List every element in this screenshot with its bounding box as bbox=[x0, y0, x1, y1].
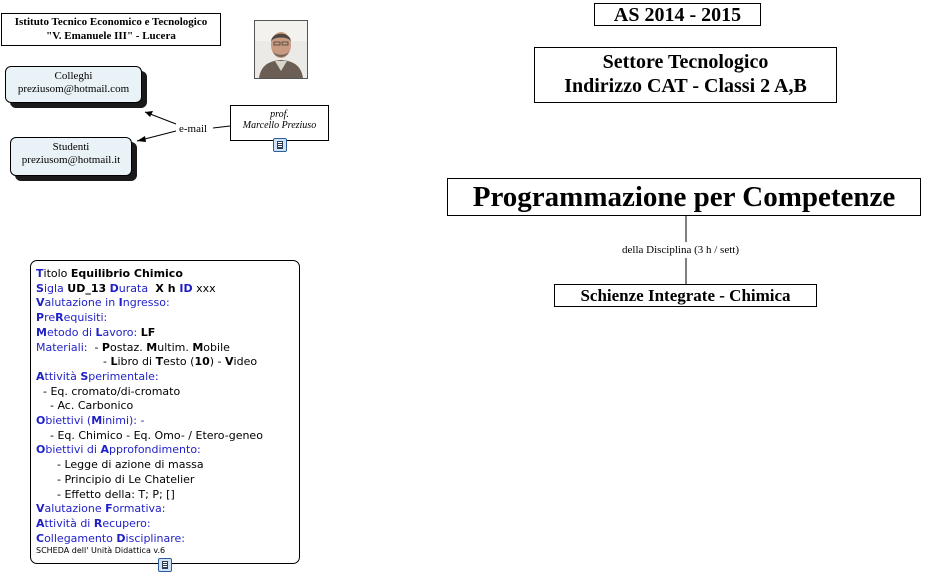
line-email-prof bbox=[213, 126, 230, 128]
notes-icon[interactable] bbox=[273, 138, 287, 152]
metodo-row: Metodo di Lavoro: LF bbox=[36, 325, 156, 339]
sperimentale-item: - Eq. cromato/di-cromato bbox=[36, 384, 181, 398]
main-title-box: Programmazione per Competenze bbox=[447, 178, 921, 216]
materiali-row-2: - Libro di Testo (10) - Video bbox=[103, 355, 258, 369]
obiettivi-approfondimento-row: Obiettivi di Approfondimento: bbox=[36, 443, 201, 457]
teacher-title: prof. bbox=[270, 109, 289, 120]
titolo-value: Equilibrio Chimico bbox=[70, 267, 183, 280]
attivita-sperimentale-row: Attività Sperimentale: bbox=[36, 369, 159, 383]
metodo-value: LF bbox=[140, 325, 156, 339]
id-value: xxx bbox=[192, 281, 216, 295]
studenti-contact-box[interactable] bbox=[10, 137, 132, 176]
school-header-box bbox=[1, 13, 221, 46]
collegamento-row: Collegamento Disciplinare: bbox=[36, 531, 185, 545]
discipline-box: Schienze Integrate - Chimica bbox=[554, 284, 817, 307]
school-location: "V. Emanuele III" - Lucera bbox=[46, 30, 176, 42]
prerequisiti-row: PreRequisiti: bbox=[36, 311, 108, 325]
indirizzo-line: Indirizzo CAT - Classi 2 A,B bbox=[564, 75, 807, 97]
settore-box bbox=[534, 47, 837, 103]
colleghi-email[interactable]: preziusom@hotmail.com bbox=[17, 83, 130, 95]
scheda-notes-icon[interactable] bbox=[158, 558, 172, 572]
arrow-colleghi bbox=[145, 111, 153, 117]
approfondimento-item: - Effetto della: T; P; [] bbox=[36, 487, 175, 501]
scheda-footer: SCHEDA dell' Unità Didattica v.6 bbox=[36, 546, 166, 556]
arrow-studenti bbox=[137, 136, 146, 142]
approfondimento-item: - Principio di Le Chatelier bbox=[36, 472, 195, 486]
email-link-label: e-mail bbox=[179, 123, 208, 135]
materiali-row: Materiali: - Postaz. Multim. Mobile bbox=[36, 340, 230, 354]
attivita-recupero-row: Attività di Recupero: bbox=[36, 516, 151, 530]
teacher-photo-image bbox=[255, 21, 307, 78]
colleghi-contact-box[interactable] bbox=[5, 66, 142, 103]
studenti-email[interactable]: preziusom@hotmail.it bbox=[21, 154, 121, 166]
teacher-photo bbox=[254, 20, 308, 79]
school-name: Istituto Tecnico Economico e Tecnologico bbox=[14, 16, 208, 28]
school-year-box: AS 2014 - 2015 bbox=[594, 3, 761, 26]
scheda-unita-box bbox=[30, 260, 300, 564]
sigla-value: UD_13 bbox=[67, 281, 107, 295]
minimi-item: - Eq. Chimico - Eq. Omo- / Etero-geneo bbox=[36, 428, 263, 442]
teacher-name: Marcello Preziuso bbox=[242, 120, 317, 131]
colleghi-title: Colleghi bbox=[54, 70, 93, 82]
teacher-box[interactable] bbox=[230, 105, 329, 141]
valutazione-formativa-row: Valutazione Formativa: bbox=[36, 502, 166, 516]
disciplina-link-label: della Disciplina (3 h / sett) bbox=[622, 244, 739, 256]
sigla-row: Sigla UD_13 Durata X h ID xxx bbox=[36, 281, 216, 295]
studenti-title: Studenti bbox=[52, 141, 90, 153]
titolo-row: Titolo Equilibrio Chimico bbox=[36, 267, 183, 280]
durata-value: X h bbox=[151, 281, 180, 295]
settore-line: Settore Tecnologico bbox=[602, 51, 769, 73]
approfondimento-item: - Legge di azione di massa bbox=[36, 458, 204, 472]
valutazione-ingresso-row: Valutazione in Ingresso: bbox=[36, 296, 170, 310]
obiettivi-minimi-row: Obiettivi (Minimi): - bbox=[36, 414, 145, 428]
sperimentale-item: - Ac. Carbonico bbox=[36, 399, 134, 413]
